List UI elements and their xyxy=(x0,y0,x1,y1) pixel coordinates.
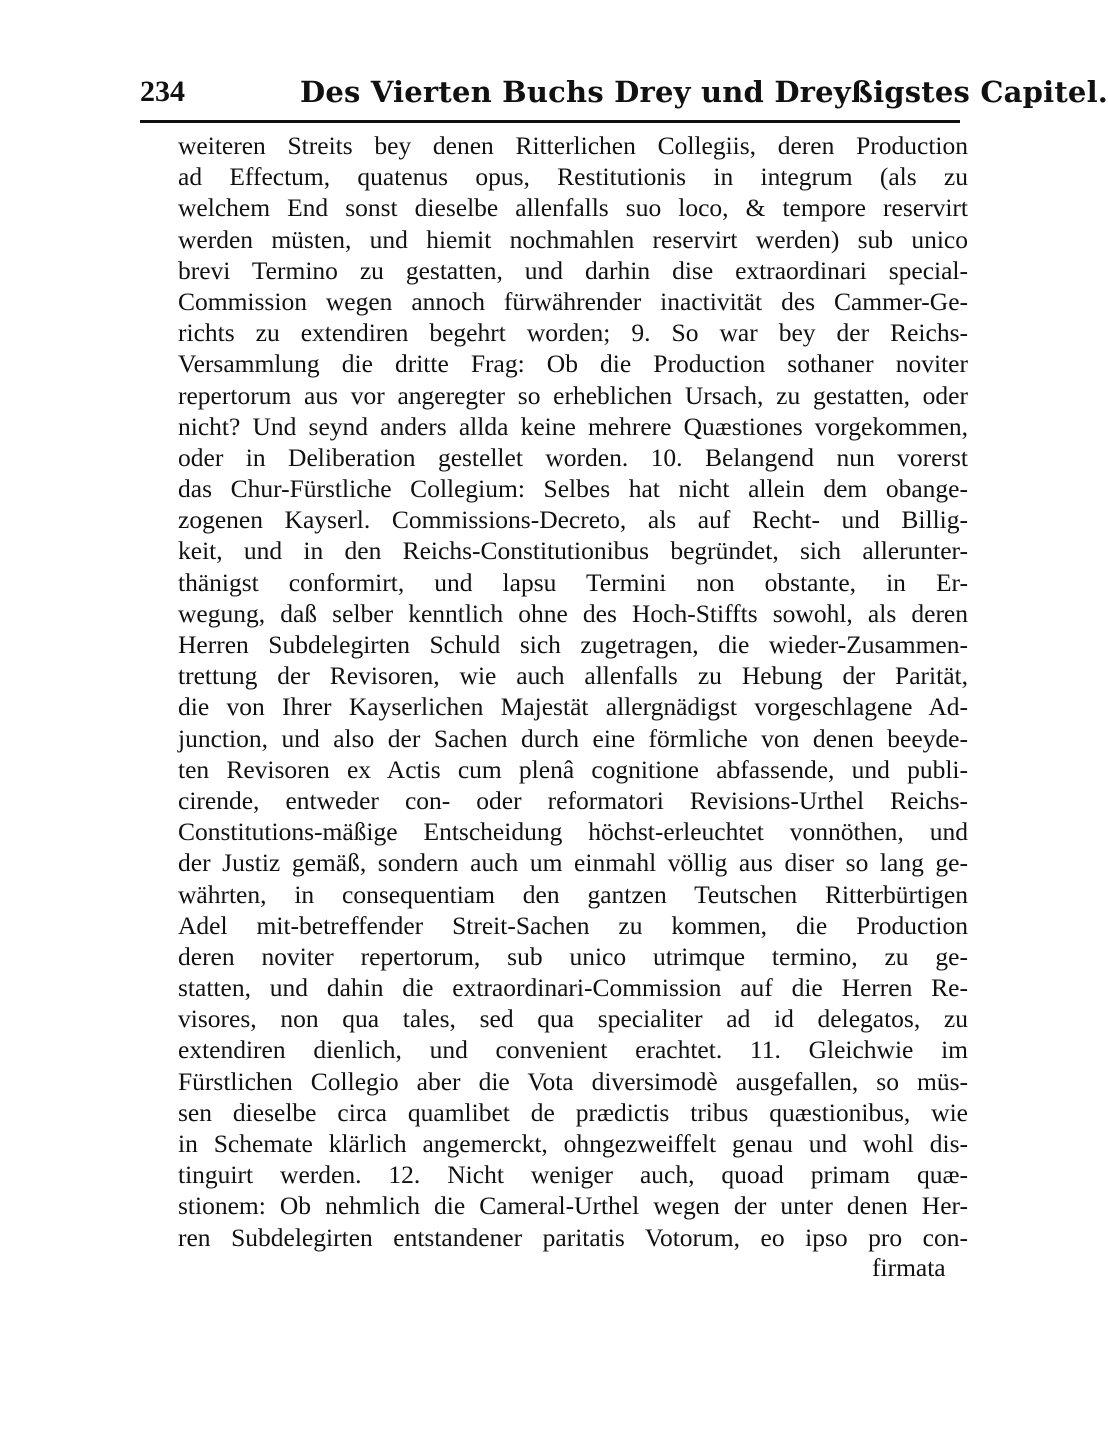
text-line-content: währten, in consequentiam den gantzen Teutschen Ritterbürtigen xyxy=(178,879,968,909)
text-line-content: oder in Deliberation gestellet worden. 10. Belangend nun vorerst xyxy=(178,442,968,472)
text-line xyxy=(178,411,968,442)
text-line xyxy=(178,816,968,847)
text-line xyxy=(178,754,968,785)
text-line-content: tinguirt werden. 12. Nicht weniger auch, quoad primam quæ- xyxy=(178,1160,968,1190)
text-line-content: nicht? Und seynd anders allda keine mehrere Quæstiones vorgekommen, xyxy=(178,411,968,441)
catchword: firmata xyxy=(872,1253,946,1282)
text-line xyxy=(178,1222,968,1253)
text-line-content: Versammlung die dritte Frag: Ob die Production sothaner noviter xyxy=(178,349,968,379)
text-line-content: welchem End sonst dieselbe allenfalls suo loco, & tempore reservirt xyxy=(178,193,968,223)
text-line xyxy=(178,660,968,691)
text-line xyxy=(178,504,968,535)
text-line xyxy=(178,535,968,566)
text-line-content: der Justiz gemäß, sondern auch um einmahl völlig aus diser so lang ge- xyxy=(178,848,968,878)
text-line xyxy=(178,879,968,910)
text-line xyxy=(178,442,968,473)
text-line xyxy=(178,317,968,348)
text-line-content: werden müsten, und hiemit nochmahlen reservirt werden) sub unico xyxy=(178,224,968,254)
text-line xyxy=(178,598,968,629)
text-line xyxy=(178,941,968,972)
text-line-content: statten, und dahin die extraordinari-Commission auf die Herren Re- xyxy=(178,973,968,1003)
text-line-content: Herren Subdelegirten Schuld sich zugetragen, die wieder-Zusammen- xyxy=(178,630,968,659)
text-line-content: Commission wegen annoch fürwährender inactivität des Cammer-Ge- xyxy=(178,286,968,316)
text-line xyxy=(178,910,968,941)
text-line-content: visores, non qua tales, sed qua specialiter ad id delegatos, zu xyxy=(178,1004,968,1034)
text-line xyxy=(178,130,968,161)
header-rule xyxy=(140,120,960,123)
text-line xyxy=(178,972,968,1003)
text-line-content: ad Effectum, quatenus opus, Restitutionis in integrum (als zu xyxy=(178,162,968,192)
text-line-content: weiteren Streits bey denen Ritterlichen Collegiis, deren Production xyxy=(178,131,968,160)
text-line xyxy=(178,286,968,317)
text-line xyxy=(178,1128,968,1159)
text-line-content: extendiren dienlich, und convenient erachtet. 11. Gleichwie im xyxy=(178,1035,968,1065)
text-line-content: deren noviter repertorum, sub unico utrimque termino, zu ge- xyxy=(178,941,968,971)
text-line xyxy=(178,1159,968,1190)
body-text xyxy=(178,130,968,1253)
text-line-content: das Chur-Fürstliche Collegium: Selbes hat nicht allein dem obange- xyxy=(178,474,968,504)
text-line-content: ren Subdelegirten entstandener paritatis Votorum, eo ipso pro con- xyxy=(178,1222,968,1252)
text-line xyxy=(178,1066,968,1097)
text-line-content: thänigst conformirt, und lapsu Termini non obstante, in Er- xyxy=(178,567,968,597)
text-line-content: ten Revisoren ex Actis cum plenâ cognitione abfassende, und publi- xyxy=(178,754,968,784)
text-line-content: stionem: Ob nehmlich die Cameral-Urthel wegen der unter denen Her- xyxy=(178,1191,968,1221)
text-line-content: brevi Termino zu gestatten, und darhin dise extraordinari special- xyxy=(178,255,968,285)
running-head xyxy=(140,72,1108,112)
text-line-content: sen dieselbe circa quamlibet de prædictis tribus quæstionibus, wie xyxy=(178,1097,968,1127)
text-line xyxy=(178,1097,968,1128)
text-line-content: zogenen Kayserl. Commissions-Decreto, als auf Recht- und Billig- xyxy=(178,505,968,535)
text-line-content: richts zu extendiren begehrt worden; 9. So war bey der Reichs- xyxy=(178,318,968,348)
page-number: 234 xyxy=(140,75,185,108)
text-line xyxy=(178,473,968,504)
text-line-content: Adel mit-betreffender Streit-Sachen zu kommen, die Production xyxy=(178,910,968,940)
text-line xyxy=(178,348,968,379)
text-line xyxy=(178,1190,968,1221)
text-line xyxy=(178,691,968,722)
text-line-content: junction, und also der Sachen durch eine förmliche von denen beeyde- xyxy=(178,723,968,753)
text-line xyxy=(178,1003,968,1034)
text-line xyxy=(178,380,968,411)
text-line-content: wegung, daß selber kenntlich ohne des Hoch-Stiffts sowohl, als deren xyxy=(178,598,968,628)
text-line xyxy=(178,785,968,816)
text-line-content: keit, und in den Reichs-Constitutionibus begründet, sich allerunter- xyxy=(178,536,968,566)
text-line-content: repertorum aus vor angeregter so erheblichen Ursach, zu gestatten, oder xyxy=(178,380,968,410)
text-line-content: trettung der Revisoren, wie auch allenfalls zu Hebung der Parität, xyxy=(178,661,968,691)
text-line xyxy=(178,1034,968,1065)
text-line xyxy=(178,192,968,223)
text-line-content: Fürstlichen Collegio aber die Vota diversimodè ausgefallen, so müs- xyxy=(178,1066,968,1096)
text-line xyxy=(178,161,968,192)
text-line xyxy=(178,723,968,754)
running-title: Des Vierten Buchs Drey und Dreyßigstes Capitel. xyxy=(300,75,1108,109)
text-line xyxy=(178,224,968,255)
text-line-content: cirende, entweder con- oder reformatori Revisions-Urthel Reichs- xyxy=(178,785,968,815)
text-line-content: in Schemate klärlich angemerckt, ohngezweiffelt genau und wohl dis- xyxy=(178,1129,968,1158)
text-line-content: Constitutions-mäßige Entscheidung höchst-erleuchtet vonnöthen, und xyxy=(178,817,968,847)
text-line xyxy=(178,567,968,598)
text-line xyxy=(178,847,968,878)
text-line xyxy=(178,629,968,660)
text-line xyxy=(178,255,968,286)
text-line-content: die von Ihrer Kayserlichen Majestät allergnädigst vorgeschlagene Ad- xyxy=(178,692,968,722)
